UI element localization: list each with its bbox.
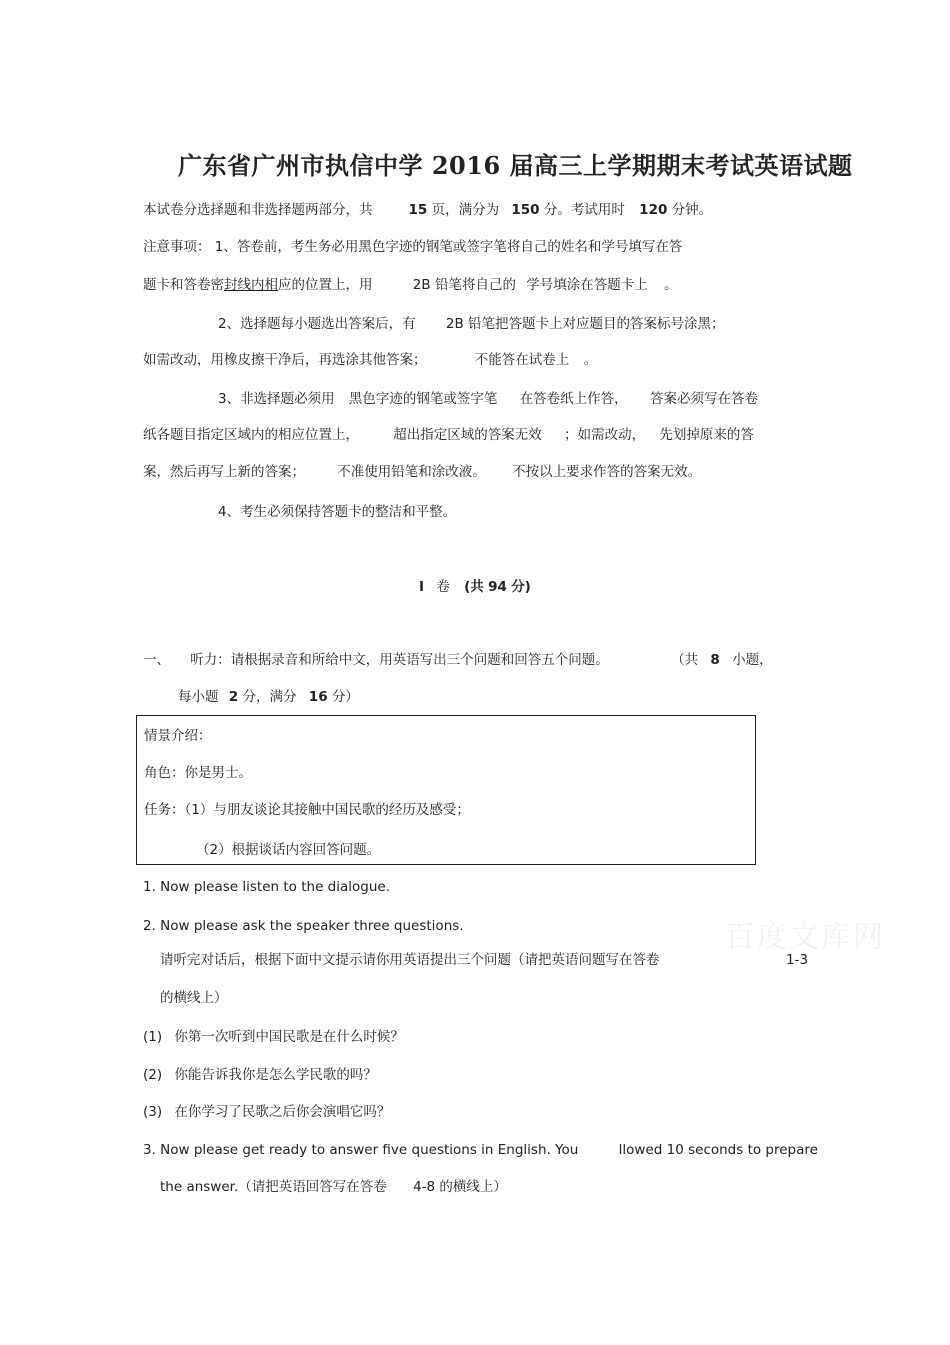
question-2-number: (2) <box>143 1067 163 1083</box>
note-1-text-4: 学号填涂在答题卡上 <box>526 277 648 293</box>
note-1-text-1: 题卡和答卷密 <box>143 277 224 293</box>
scenario-task-2: （2）根据谈话内容回答问题。 <box>196 842 381 858</box>
step-3-line-a <box>143 1141 818 1159</box>
question-3-number: (3) <box>143 1104 163 1120</box>
step-3-text-d: 4-8 的横线上） <box>413 1179 507 1195</box>
note-2-text-4: 不能答在试卷上 <box>474 352 570 368</box>
section-close: 分) <box>511 579 531 595</box>
exam-title: 广东省广州市执信中学 2016 届高三上学期期末考试英语试题 <box>178 151 853 180</box>
part-1-line-a <box>143 651 773 669</box>
note-2-text-5: 。 <box>583 352 598 368</box>
part-1-sub-c: 分） <box>331 689 359 705</box>
part-1-total-a: （共 <box>671 652 699 668</box>
intro-score: 150 <box>511 202 540 218</box>
watermark: 百度文库网 <box>725 920 885 955</box>
intro-time: 120 <box>639 202 668 218</box>
part-1-each: 2 <box>228 689 239 705</box>
scenario-task-1: 任务：（1）与朋友谈论其接触中国民歌的经历及感受； <box>144 802 470 818</box>
question-1-number: (1) <box>143 1029 163 1045</box>
intro-text-c: 分。考试用时 <box>543 202 625 218</box>
step-1: 1. Now please listen to the dialogue. <box>143 879 390 895</box>
question-1 <box>143 1028 404 1046</box>
section-open: (共 <box>464 579 484 595</box>
note-1-line-a: 注意事项： 1、答卷前，考生务必用黑色字迹的钢笔或签字笔将自己的姓名和学号填写在答 <box>143 239 683 255</box>
step-2: 2. Now please ask the speaker three questions. <box>143 918 464 934</box>
note-3-text-2: 黑色字迹的钢笔或签字笔 <box>348 391 498 407</box>
part-1-total-b: 小题， <box>732 652 773 668</box>
note-2-text-2: 2B 铅笔把答题卡上对应题目的答案标号涂黑； <box>445 316 725 332</box>
step-3-line-b <box>160 1178 507 1196</box>
intro-text-b: 页，满分为 <box>431 202 500 218</box>
note-1-text-2: 应的位置上，用 <box>278 277 373 293</box>
note-1-underlined: 封线内相 <box>224 277 278 293</box>
intro-pages: 15 <box>408 202 428 218</box>
question-2-text: 你能告诉我你是怎么学民歌的吗？ <box>174 1067 377 1083</box>
part-1-full: 16 <box>308 689 328 705</box>
intro-text-a: 本试卷分选择题和非选择题两部分，共 <box>143 202 373 218</box>
note-3-text-11: 不按以上要求作答的答案无效。 <box>512 464 702 480</box>
part-1-count: 8 <box>710 652 720 668</box>
note-3-text-5: 纸各题目指定区域内的相应位置上， <box>143 427 359 443</box>
note-3-text-3: 在答卷纸上作答， <box>519 391 628 407</box>
step-2-range: 1-3 <box>786 952 809 968</box>
part-1-instruction: 听力：请根据录音和所给中文，用英语写出三个问题和回答五个问题。 <box>190 652 609 668</box>
note-3-text-7: ；如需改动， <box>564 427 646 443</box>
note-3-text-10: 不准使用铅笔和涂改液。 <box>337 464 486 480</box>
step-3-text-c: the answer.（请把英语回答写在答卷 <box>160 1179 387 1195</box>
intro-text-d: 分钟。 <box>671 202 713 218</box>
question-3-text: 在你学习了民歌之后你会演唱它吗？ <box>174 1104 391 1120</box>
question-3 <box>143 1103 390 1121</box>
step-2-instruction: 请听完对话后，根据下面中文提示请你用英语提出三个问题（请把英语问题写在答卷 <box>160 952 660 968</box>
note-2-text-1: 2、选择题每小题选出答案后，有 <box>218 316 416 332</box>
note-3-text-8: 先划掉原来的答 <box>659 427 754 443</box>
section-heading <box>419 578 531 596</box>
step-3-text-a: 3. Now please get ready to answer five questions in English. You <box>143 1142 579 1158</box>
step-2-instruction-end: 的横线上） <box>160 990 228 1006</box>
note-1-text-3: 2B 铅笔将自己的 <box>412 277 516 293</box>
note-3-text-6: 超出指定区域的答案无效 <box>393 427 542 443</box>
scenario-role: 角色：你是男士。 <box>144 765 252 781</box>
note-1-text-5: 。 <box>664 277 678 293</box>
note-4-line: 4、考生必须保持答题卡的整洁和平整。 <box>218 504 457 520</box>
section-roman: I <box>419 579 425 595</box>
note-1-line-b <box>143 276 678 294</box>
part-1-number: 一、 <box>143 652 170 668</box>
part-1-line-b <box>178 688 359 706</box>
part-1-sub-a: 每小题 <box>178 689 219 705</box>
note-3-text-4: 答案必须写在答卷 <box>649 391 758 407</box>
question-2 <box>143 1066 377 1084</box>
note-3-line-c <box>143 463 701 481</box>
part-1-sub-b: 分，满分 <box>242 689 297 705</box>
section-label: 卷 <box>436 579 450 595</box>
question-1-text: 你第一次听到中国民歌是在什么时候？ <box>174 1029 404 1045</box>
note-3-text-1: 3、非选择题必须用 <box>218 391 335 407</box>
note-3-line-a <box>218 390 758 408</box>
step-3-text-b: llowed 10 seconds to prepare <box>618 1142 818 1158</box>
section-points: 94 <box>488 579 507 595</box>
intro-line <box>143 201 712 219</box>
note-3-text-9: 案，然后再写上新的答案； <box>143 464 305 480</box>
note-2-text-3: 如需改动，用橡皮擦干净后，再选涂其他答案； <box>143 352 427 368</box>
note-2-line-a <box>218 315 725 333</box>
scenario-intro: 情景介绍： <box>144 728 212 744</box>
note-3-line-b <box>143 426 754 444</box>
note-2-line-b <box>143 351 597 369</box>
